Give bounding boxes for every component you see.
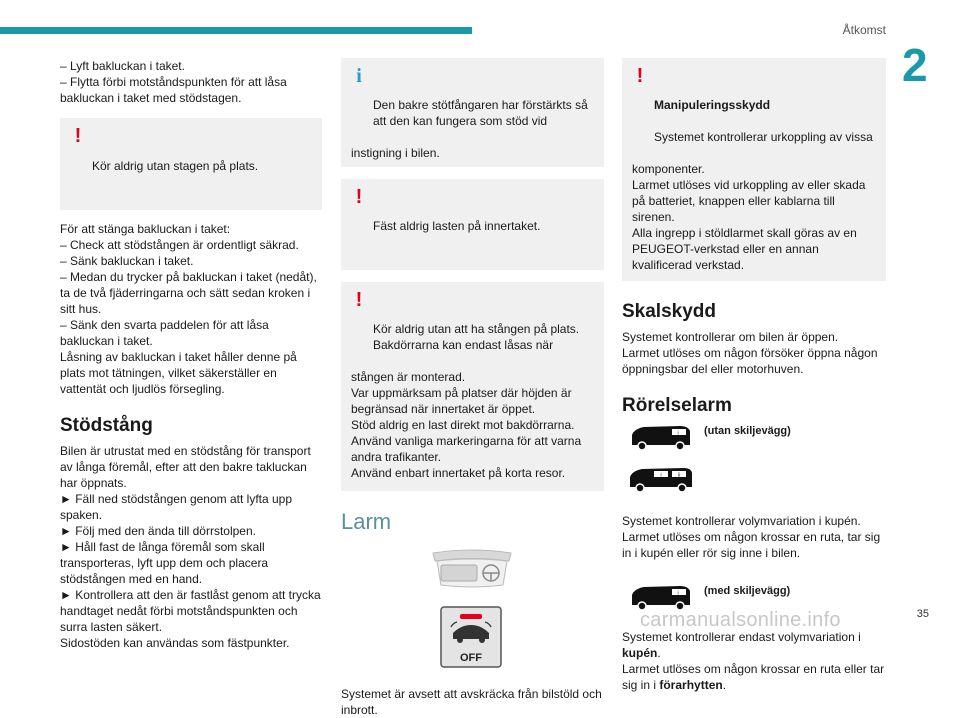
warning-note: ! Kör aldrig utan att ha stången på plats. Bakdörrarna kan endast låsas när stången är monterad. Var uppmärksam på platser där höjden är begränsad när innertaket är öppet. Stöd aldrig en last direkt mot bakdörrarna. Använd vanliga markeringarna för att varna andra trafikanter. Använd enbart innertaket på korta resor.: [341, 282, 604, 491]
column-right: [622, 58, 886, 693]
warning-icon: !: [355, 186, 363, 208]
shell-heading: Skalskydd: [622, 301, 716, 322]
svg-text:ii: ii: [677, 472, 681, 479]
chapter-number: 2: [902, 39, 928, 91]
svg-text:i: i: [677, 430, 679, 437]
warning-note: ! Fäst aldrig lasten på innertaket.: [341, 179, 604, 270]
warning-note: ! Manipuleringsskydd Systemet kontrollerar urkoppling av vissa komponenter. Larmet utlöses vid urkoppling av eller skada på batteriet, knappen eller kablarna till sirenen. Alla ingrepp i stöldlarmet skall göras av en PEUGEOT-verkstad eller en annan kvalificerad verkstad.: [622, 58, 886, 281]
open-instructions: – Lyft bakluckan i taket. – Flytta förbi motståndspunkten för att låsa bakluckan i taket med stödstagen.: [60, 59, 287, 105]
alarm-off-button[interactable]: [441, 607, 501, 667]
with-partition-description: Systemet kontrollerar endast volymvariation i kupén. Larmet utlöses om någon krossar en ruta eller tar sig in i förarhytten.: [622, 630, 885, 692]
warning-note: ! Kör aldrig utan stagen på plats.: [60, 118, 322, 210]
van-row-without-partition: [622, 423, 886, 459]
column-middle: [341, 58, 604, 718]
van-icon: [628, 583, 694, 611]
svg-text:i: i: [677, 590, 679, 597]
close-instructions: För att stänga bakluckan i taket: – Check att stödstången är ordentligt säkrad. – Sänk bakluckan i taket. – Medan du trycker på bakluckan i taket (nedåt), ta de två fjäderringarna och sätt sedan kroken i sitt hus. – Sänk den svarta paddelen för att låsa bakluckan i taket. Låsning av bakluckan i taket håller denne på plats mot tätningen, vilket säkerställer en vattentät och ljudlös försegling.: [60, 222, 317, 396]
info-note: i Den bakre stötfångaren har förstärkts så att den kan fungera som stöd vid instigning i bilen.: [341, 58, 604, 167]
with-partition-label: (med skiljevägg): [704, 585, 791, 597]
shell-description: Systemet kontrollerar om bilen är öppen. Larmet utlöses om någon försöker öppna någon öppningsbar del eller motorhuven.: [622, 330, 878, 376]
warning-icon: !: [355, 289, 363, 311]
van-row-long: [622, 465, 886, 501]
alarm-heading: Larm: [341, 509, 392, 534]
off-label: OFF: [460, 652, 482, 664]
page-number: 35: [916, 608, 929, 620]
watermark: carmanualsonline.info: [640, 609, 841, 631]
alarm-figure: [341, 541, 604, 681]
header-bar: [0, 27, 472, 34]
section-heading: Stödstång: [60, 415, 153, 436]
alarm-description: Systemet är avsett att avskräcka från bilstöld och inbrott.: [341, 687, 602, 717]
without-partition-label: (utan skiljevägg): [704, 425, 791, 437]
svg-text:i: i: [660, 472, 662, 479]
warning-icon: !: [74, 125, 82, 147]
van-icon: [628, 423, 694, 451]
info-icon: i: [356, 65, 362, 87]
warning-icon: !: [636, 65, 644, 87]
motion-heading: Rörelselarm: [622, 395, 732, 416]
support-bar-text: Bilen är utrustat med en stödstång för transport av långa föremål, efter att den bakre takluckan har öppnats. ► Fäll ned stödstången genom att lyfta upp spaken. ► Följ med den ända till dörrstolpen. ► Håll fast de långa föremål som skall transporteras, lyft upp dem och placera stödstången med en hand. ► Kontrollera att den är fastlåst genom att trycka handtaget nedåt förbi motståndspunkten och surra lasten säkert. Sidostöden kan användas som fästpunkter.: [60, 444, 321, 650]
motion-description: Systemet kontrollerar volymvariation i kupén. Larmet utlöses om någon krossar en ruta, tar sig in i kupén eller rör sig inne i bilen.: [622, 514, 881, 560]
ceiling-console-illustration: [341, 541, 604, 681]
van-long-icon: [628, 465, 694, 493]
section-title: Åtkomst: [842, 23, 886, 37]
column-left: [60, 58, 322, 651]
